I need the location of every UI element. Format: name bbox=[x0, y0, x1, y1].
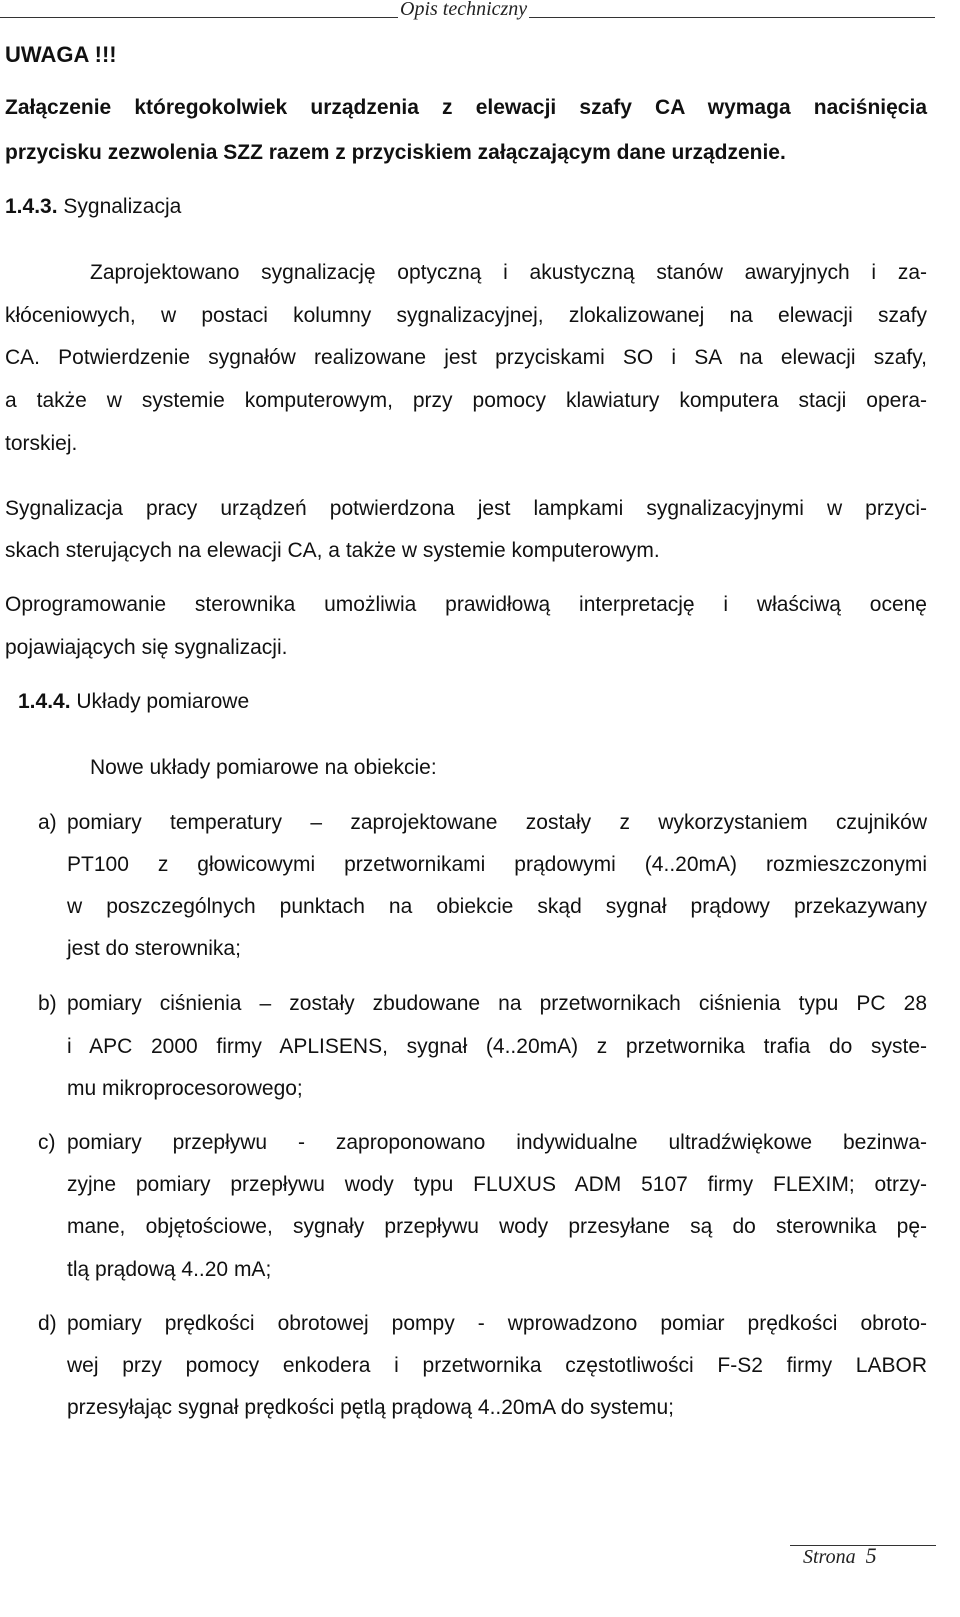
para1-line-4: a także w systemie komputerowym, przy pomocy klawiatury komputera stacji opera- bbox=[5, 389, 927, 412]
para1-line-2: kłóceniowych, w postaci kolumny sygnalizacyjnej, zlokalizowanej na elewacji szafy bbox=[5, 304, 927, 327]
item-c-line-4: tlą prądową 4..20 mA; bbox=[67, 1258, 272, 1281]
list-marker-b: b) bbox=[38, 992, 57, 1015]
warning-line-2: przycisku zezwolenia SZZ razem z przyciskiem załączającym dane urządzenie. bbox=[5, 141, 786, 164]
item-d-line-2: wej przy pomocy enkodera i przetwornika częstotliwości F-S2 firmy LABOR bbox=[67, 1354, 927, 1377]
warning-line-1: Załączenie któregokolwiek urządzenia z elewacji szafy CA wymaga naciśnięcia bbox=[5, 96, 927, 119]
item-c-line-1: pomiary przepływu - zaproponowano indywidualne ultradźwiękowe bezinwa- bbox=[67, 1131, 927, 1154]
item-c-line-2: zyjne pomiary przepływu wody typu FLUXUS ADM 5107 firmy FLEXIM; otrzy- bbox=[67, 1173, 927, 1196]
para3-line-2: pojawiających się sygnalizacji. bbox=[5, 636, 288, 659]
section-heading-143 bbox=[5, 195, 181, 219]
item-a-line-2: PT100 z głowicowymi przetwornikami prądowymi (4..20mA) rozmieszczonymi bbox=[67, 853, 927, 876]
section-number: 1.4.3. bbox=[5, 195, 58, 218]
item-a-line-3: w poszczególnych punktach na obiekcie skąd sygnał prądowy przekazywany bbox=[67, 895, 927, 918]
section-number: 1.4.4. bbox=[18, 690, 71, 713]
para1-line-3: CA. Potwierdzenie sygnałów realizowane jest przyciskami SO i SA na elewacji szafy, bbox=[5, 346, 927, 369]
item-b-line-1: pomiary ciśnienia – zostały zbudowane na przetwornikach ciśnienia typu PC 28 bbox=[67, 992, 927, 1015]
list-marker-d: d) bbox=[38, 1312, 57, 1335]
item-c-line-3: mane, objętościowe, sygnały przepływu wody przesyłane są do sterownika pę- bbox=[67, 1215, 927, 1238]
measurements-intro: Nowe układy pomiarowe na obiekcie: bbox=[90, 756, 437, 779]
warning-heading: UWAGA !!! bbox=[5, 42, 117, 67]
page-number-footer bbox=[803, 1543, 877, 1569]
item-b-line-3: mu mikroprocesorowego; bbox=[67, 1077, 303, 1100]
para2-line-2: skach sterujących na elewacji CA, a także w systemie komputerowym. bbox=[5, 539, 660, 562]
para2-line-1: Sygnalizacja pracy urządzeń potwierdzona jest lampkami sygnalizacyjnymi w przyci- bbox=[5, 497, 927, 520]
list-marker-c: c) bbox=[38, 1131, 56, 1154]
header-title: Opis techniczny bbox=[400, 0, 528, 20]
item-d-line-1: pomiary prędkości obrotowej pompy - wprowadzono pomiar prędkości obroto- bbox=[67, 1312, 927, 1335]
item-b-line-2: i APC 2000 firmy APLISENS, sygnał (4..20mA) z przetwornika trafia do syste- bbox=[67, 1035, 927, 1058]
page-label: Strona bbox=[803, 1546, 856, 1568]
section-title: Sygnalizacja bbox=[63, 195, 182, 218]
section-heading-144 bbox=[18, 690, 249, 714]
para1-line-5: torskiej. bbox=[5, 432, 78, 455]
item-a-line-1: pomiary temperatury – zaprojektowane zostały z wykorzystaniem czujników bbox=[67, 811, 927, 834]
page-number: 5 bbox=[865, 1543, 877, 1568]
item-a-line-4: jest do sterownika; bbox=[67, 937, 241, 960]
section-title: Układy pomiarowe bbox=[76, 690, 250, 713]
para3-line-1: Oprogramowanie sterownika umożliwia prawidłową interpretację i właściwą ocenę bbox=[5, 593, 927, 616]
para1-line-1: Zaprojektowano sygnalizację optyczną i akustyczną stanów awaryjnych i za- bbox=[90, 261, 927, 284]
list-marker-a: a) bbox=[38, 811, 57, 834]
item-d-line-3: przesyłając sygnał prędkości pętlą prądową 4..20mA do systemu; bbox=[67, 1396, 674, 1419]
